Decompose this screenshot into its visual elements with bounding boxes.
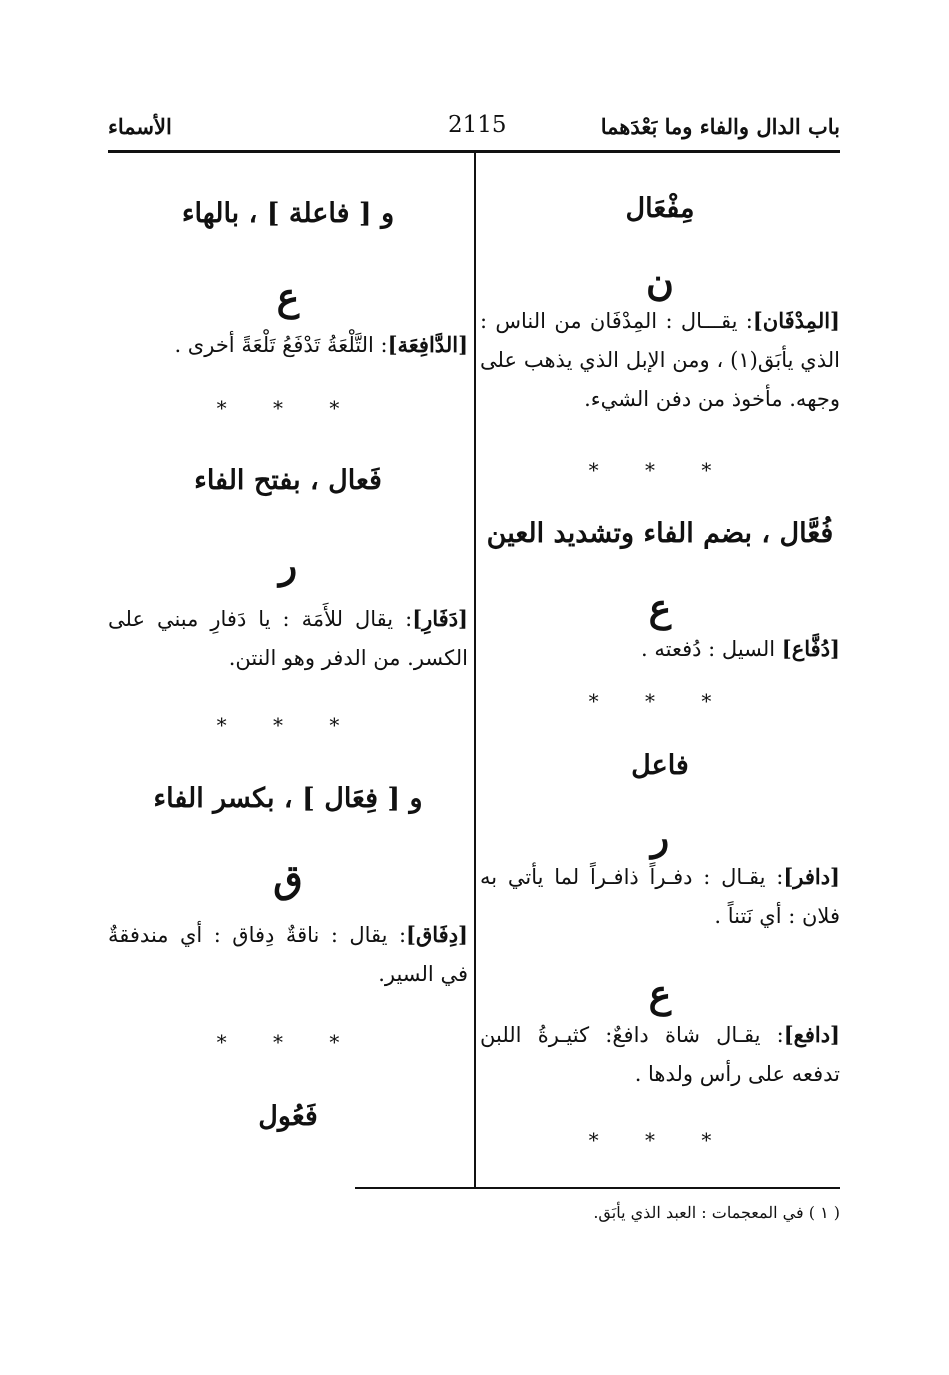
root-letter: ع [276,274,300,319]
pattern-heading: و [ فِعَال ] ، بكسر الفاء [153,783,423,814]
pattern-heading: و [ فاعلة ] ، بالهاء [181,198,395,229]
section-separator: * * * [216,713,360,737]
section-separator: * * * [588,689,732,713]
root-letter: ر [650,814,670,859]
footnote: ( ١ ) في المعجمات : العبد الذي يأبَق. [593,1203,840,1222]
page-number: 2115 [448,112,507,138]
entry-definition: : التَّلْعَةُ تَدْفَعُ تَلْعَةً أخرى . [174,333,388,357]
entry-definition: : يقـــال : المِدْفَان من الناس : الذي يأبَق(١) ، ومن الإبل الذي يذهب على وجهه. مأخوذ من دفن الشيء. [480,309,840,411]
root-letter: ق [273,856,303,901]
dictionary-entry [480,629,840,669]
pattern-heading: فَعال ، بفتح الفاء [194,465,382,496]
running-head-category: الأسماء [108,114,172,139]
entry-term: [دِفَاق] [406,922,468,947]
page-header [108,108,840,148]
entry-term: [دُفَّاع] [781,636,840,661]
entry-term: [الدَّافِعَة] [387,332,468,357]
section-separator: * * * [588,458,732,482]
running-head-section: باب الدال والفاء وما بَعْدَهما [600,114,840,139]
root-letter: ن [646,259,674,304]
dictionary-entry [480,1015,840,1094]
section-separator: * * * [216,1030,360,1054]
root-letter: ع [648,585,672,630]
entry-definition: : يقـال : دفـراً ذافـراً لما يأتي به فلان : أي نَتناً . [480,865,840,928]
entry-term: [دافر] [783,864,840,889]
entry-term: [المِدْفَان] [752,308,840,333]
root-letter: ر [278,542,298,587]
entry-definition: : يقال للأَمَة : يا دَفارِ مبني على الكسر. من الدفر وهو النتن. [108,607,468,670]
entry-definition: : يقال : ناقةٌ دِفاق : أي مندفقةٌ في السير. [108,923,468,986]
pattern-heading: مِفْعَال [625,193,695,224]
pattern-heading: فاعل [631,750,689,781]
dictionary-entry [480,301,840,419]
dictionary-entry [108,915,468,994]
section-separator: * * * [216,396,360,420]
entry-term: [دافع] [783,1022,840,1047]
entry-definition: السيل : دُفعته . [641,637,782,661]
dictionary-entry [108,325,468,365]
section-separator: * * * [588,1128,732,1152]
dictionary-entry [480,857,840,936]
column-divider [474,153,476,1188]
pattern-heading: فُعَّال ، بضم الفاء وتشديد العين [486,518,834,549]
dictionary-entry [108,599,468,678]
footnote-rule [355,1187,840,1189]
pattern-heading: فَعُول [258,1101,318,1132]
root-letter: ع [648,971,672,1016]
entry-term: [دَفَارِ] [412,606,468,631]
entry-definition: : يقـال شاة دافعٌ: كثيـرةُ اللبن تدفعه على رأس ولدها . [480,1023,840,1086]
